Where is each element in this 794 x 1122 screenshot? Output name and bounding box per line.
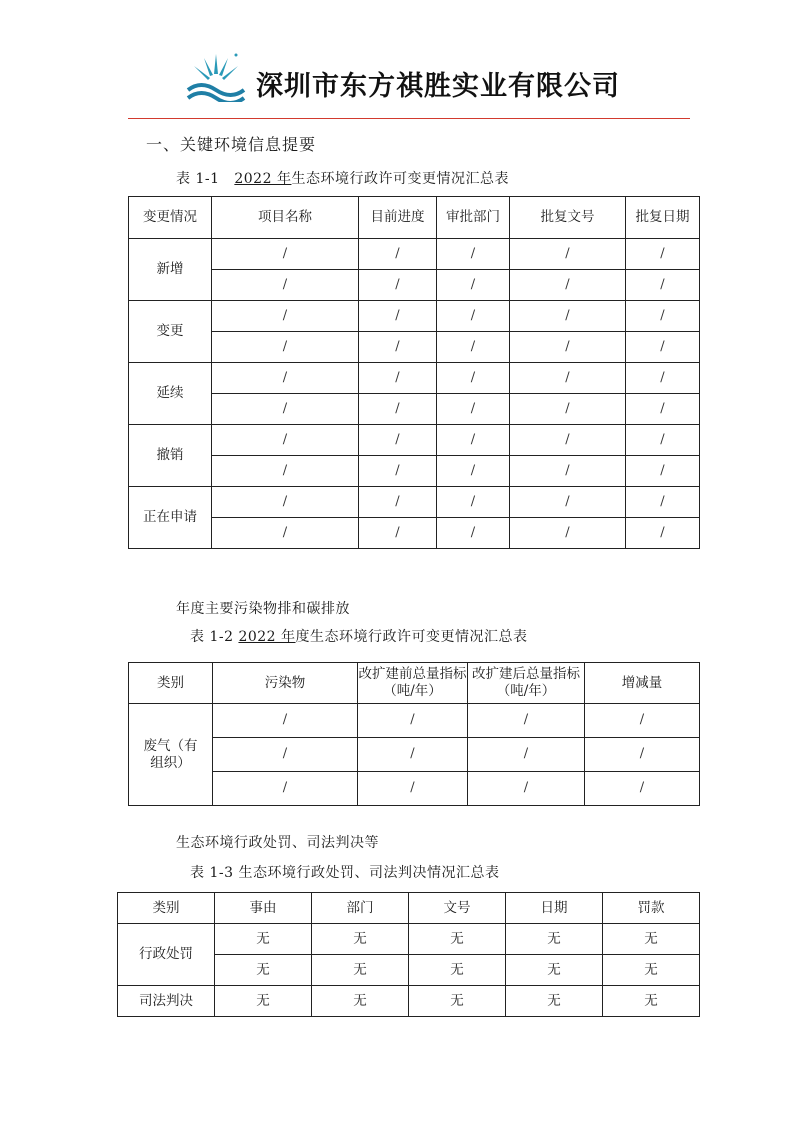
table-cell: / — [212, 487, 359, 518]
table1-caption-rest: 生态环境行政许可变更情况汇总表 — [291, 171, 509, 187]
table1-caption-year: 2022 年 — [234, 171, 292, 187]
table-row — [118, 924, 700, 955]
table-row — [129, 363, 700, 394]
table-cell: / — [212, 270, 359, 301]
table-cell: / — [468, 772, 585, 806]
table2-caption-prefix: 表 1-2 — [190, 629, 234, 645]
table-cell: / — [510, 270, 626, 301]
table-cell: / — [212, 301, 359, 332]
table-cell: / — [212, 332, 359, 363]
category-cell: 正在申请 — [129, 487, 212, 549]
table-row — [129, 487, 700, 518]
category-cell: 变更 — [129, 301, 212, 363]
table-cell: / — [510, 301, 626, 332]
header-progress: 目前进度 — [359, 197, 437, 239]
table-cell: / — [626, 425, 700, 456]
table-cell: / — [585, 738, 700, 772]
table-cell: 无 — [312, 924, 409, 955]
table-cell: / — [626, 456, 700, 487]
table-cell: 无 — [409, 986, 506, 1017]
table-cell: / — [510, 518, 626, 549]
table2-caption — [190, 626, 528, 646]
pollutant-subhead: 年度主要污染物排和碳排放 — [176, 601, 350, 617]
table-cell: / — [510, 363, 626, 394]
table-cell: / — [510, 239, 626, 270]
table-cell: / — [212, 394, 359, 425]
table3-caption: 表 1-3 生态环境行政处罚、司法判决情况汇总表 — [190, 865, 500, 881]
category-cell: 延续 — [129, 363, 212, 425]
header-before-total: 改扩建前总量指标（吨/年） — [358, 663, 468, 704]
table-cell: / — [468, 704, 585, 738]
table-cell: / — [437, 518, 510, 549]
category-cell: 新增 — [129, 239, 212, 301]
header-approval-date: 批复日期 — [626, 197, 700, 239]
table-cell: / — [437, 394, 510, 425]
table-row — [129, 270, 700, 301]
table-cell: / — [359, 394, 437, 425]
table-cell: / — [468, 738, 585, 772]
header-reason: 事由 — [215, 893, 312, 924]
table-cell: / — [212, 425, 359, 456]
header-category: 类别 — [118, 893, 215, 924]
table-cell: / — [626, 487, 700, 518]
table-row — [129, 704, 700, 738]
table-cell: / — [359, 239, 437, 270]
table-cell: / — [510, 487, 626, 518]
table-row — [118, 986, 700, 1017]
table-cell: / — [359, 363, 437, 394]
table-cell: 无 — [506, 955, 603, 986]
table-cell: 无 — [409, 924, 506, 955]
table-cell: / — [359, 270, 437, 301]
table-cell: / — [626, 332, 700, 363]
header-fine: 罚款 — [603, 893, 700, 924]
table-cell: / — [626, 518, 700, 549]
table-cell: 无 — [603, 986, 700, 1017]
table-cell: / — [510, 332, 626, 363]
header-approval-number: 批复文号 — [510, 197, 626, 239]
table1-caption — [176, 168, 509, 188]
category-cell: 撤销 — [129, 425, 212, 487]
table-cell: / — [437, 425, 510, 456]
table-row — [129, 518, 700, 549]
table-cell: / — [585, 772, 700, 806]
table-cell: / — [359, 456, 437, 487]
table-cell: / — [437, 363, 510, 394]
table-cell: / — [510, 425, 626, 456]
table-cell: / — [359, 518, 437, 549]
table2-caption-rest: 度生态环境行政许可变更情况汇总表 — [295, 629, 528, 645]
table-row — [129, 425, 700, 456]
table2-caption-year: 2022 年 — [238, 629, 296, 645]
table-row — [129, 456, 700, 487]
pollutant-table — [128, 662, 700, 806]
table-cell: / — [212, 239, 359, 270]
table-cell: / — [626, 270, 700, 301]
table-cell: / — [359, 425, 437, 456]
table-cell: 无 — [312, 955, 409, 986]
permit-change-table — [128, 196, 700, 549]
table-cell: / — [213, 738, 358, 772]
company-logo — [186, 50, 246, 102]
table-cell: 无 — [215, 986, 312, 1017]
header-date: 日期 — [506, 893, 603, 924]
table-cell: / — [213, 704, 358, 738]
header-doc-number: 文号 — [409, 893, 506, 924]
section-title: 一、关键环境信息提要 — [146, 135, 317, 154]
table-cell: 无 — [215, 955, 312, 986]
table-cell: 无 — [215, 924, 312, 955]
table-cell: / — [358, 738, 468, 772]
table-row — [129, 301, 700, 332]
table-cell: / — [212, 518, 359, 549]
table-cell: 无 — [409, 955, 506, 986]
header-after-total: 改扩建后总量指标（吨/年） — [468, 663, 585, 704]
table-cell: / — [626, 239, 700, 270]
table-cell: 无 — [506, 986, 603, 1017]
table-row — [129, 772, 700, 806]
table-cell: / — [437, 301, 510, 332]
table1-caption-prefix: 表 1-1 — [176, 171, 220, 187]
table-cell: 无 — [603, 924, 700, 955]
table-header-row — [118, 893, 700, 924]
table-cell: / — [212, 363, 359, 394]
table-cell: / — [359, 301, 437, 332]
table-cell: / — [212, 456, 359, 487]
table-cell: / — [358, 704, 468, 738]
header-pollutant: 污染物 — [213, 663, 358, 704]
header-project-name: 项目名称 — [212, 197, 359, 239]
penalty-table — [117, 892, 700, 1017]
table-header-row — [129, 663, 700, 704]
table-cell: / — [213, 772, 358, 806]
table-cell: 无 — [506, 924, 603, 955]
table-cell: 无 — [603, 955, 700, 986]
penalty-subhead: 生态环境行政处罚、司法判决等 — [176, 835, 379, 851]
table-header-row — [129, 197, 700, 239]
header-category: 类别 — [129, 663, 213, 704]
table-cell: / — [359, 332, 437, 363]
table-cell: / — [626, 394, 700, 425]
category-cell: 司法判决 — [118, 986, 215, 1017]
table-cell: / — [510, 394, 626, 425]
table-row — [129, 394, 700, 425]
table-cell: / — [358, 772, 468, 806]
table-cell: / — [585, 704, 700, 738]
header-change-type: 变更情况 — [129, 197, 212, 239]
table-cell: / — [437, 332, 510, 363]
header-divider — [128, 118, 690, 119]
category-cell: 行政处罚 — [118, 924, 215, 986]
header-department: 部门 — [312, 893, 409, 924]
table-cell: / — [626, 363, 700, 394]
company-name: 深圳市东方祺胜实业有限公司 — [256, 71, 620, 102]
table-row — [129, 738, 700, 772]
table-cell: 无 — [312, 986, 409, 1017]
table-row — [129, 332, 700, 363]
header-change-amount: 增减量 — [585, 663, 700, 704]
header-approval-dept: 审批部门 — [437, 197, 510, 239]
table-cell: / — [510, 456, 626, 487]
table-row — [129, 239, 700, 270]
table-cell: / — [437, 270, 510, 301]
table-cell: / — [437, 487, 510, 518]
category-cell: 废气（有组织） — [129, 704, 213, 806]
table-cell: / — [437, 456, 510, 487]
table-cell: / — [359, 487, 437, 518]
table-cell: / — [437, 239, 510, 270]
table-cell: / — [626, 301, 700, 332]
